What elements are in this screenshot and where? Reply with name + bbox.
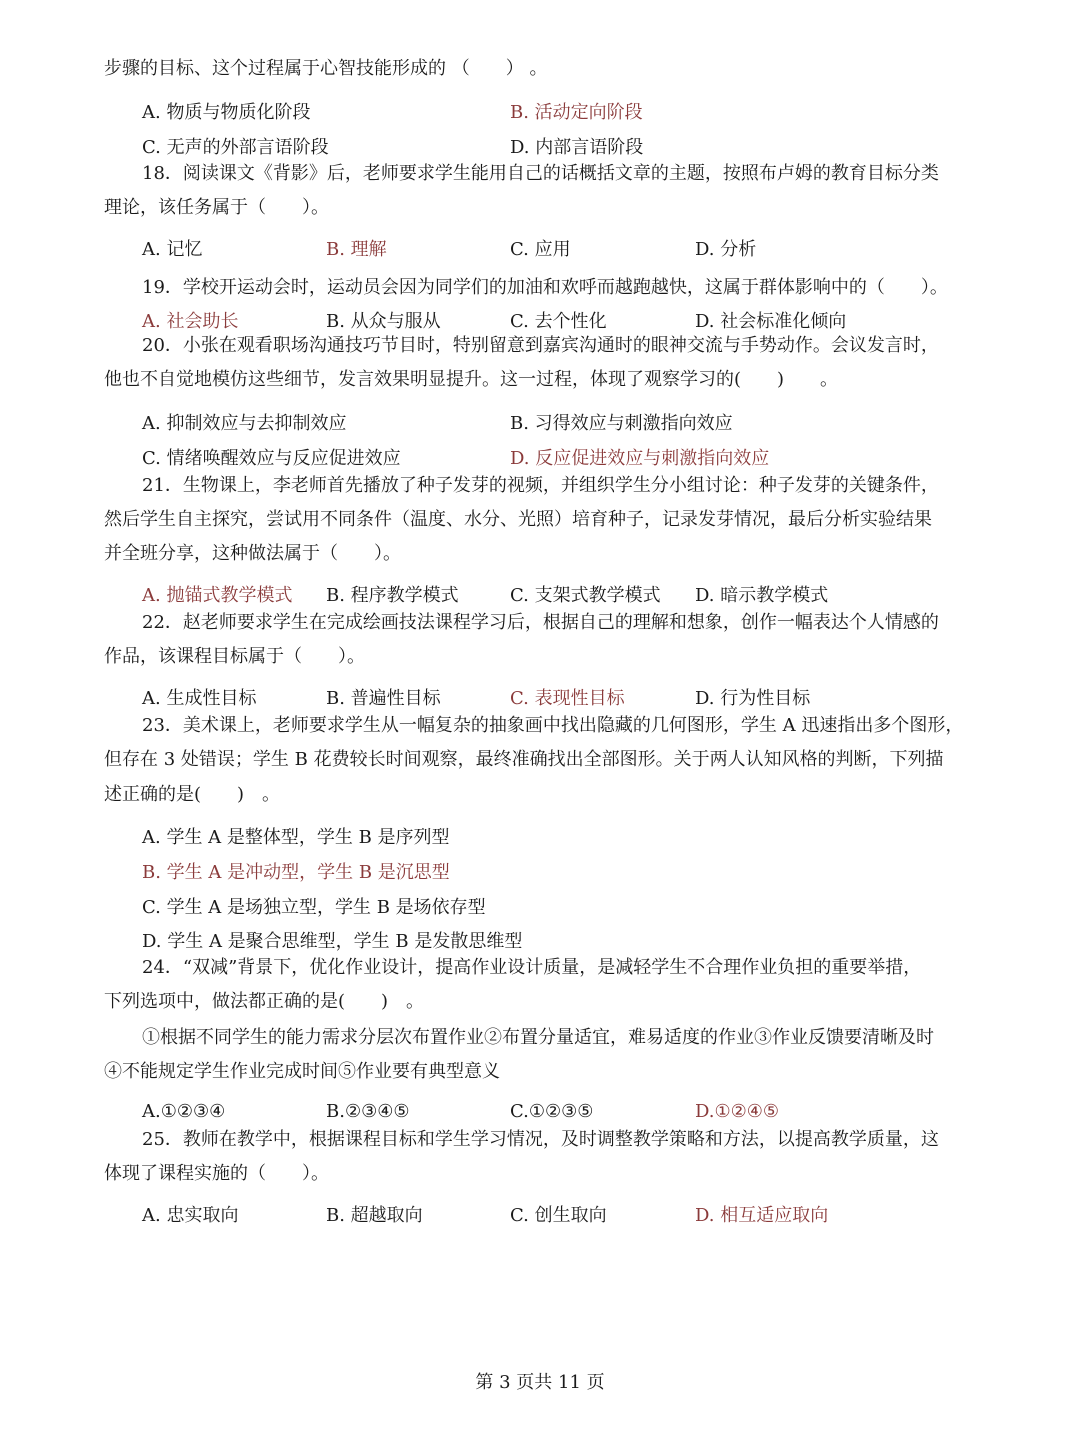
option: C. 去个性化 [510, 311, 607, 332]
question-text: 25．教师在教学中，根据课程目标和学生学习情况，及时调整教学策略和方法，以提高教学质量，这 [142, 1129, 939, 1150]
option-answer: C. 表现性目标 [510, 688, 625, 709]
option: B. 普遍性目标 [326, 688, 441, 709]
question-text: 他也不自觉地模仿这些细节，发言效果明显提升。这一过程，体现了观察学习的( ) 。 [104, 369, 839, 390]
option-answer: D.①②④⑤ [695, 1101, 780, 1122]
option: C. 学生 A 是场独立型，学生 B 是场依存型 [142, 897, 486, 918]
question-text: 24．“双减”背景下，优化作业设计，提高作业设计质量，是减轻学生不合理作业负担的重要举措， [142, 957, 922, 978]
option: B.②③④⑤ [326, 1101, 410, 1122]
question-text: 19．学校开运动会时，运动员会因为同学们的加油和欢呼而越跑越快，这属于群体影响中的（ ）。 [142, 277, 948, 298]
question-text: 下列选项中，做法都正确的是( ) 。 [104, 991, 425, 1012]
question-text: 作品，该课程目标属于（ ）。 [104, 646, 365, 667]
question-text: 21．生物课上，李老师首先播放了种子发芽的视频，并组织学生分小组讨论：种子发芽的关键条件， [142, 475, 939, 496]
option: B. 程序教学模式 [326, 585, 459, 606]
option: A. 记忆 [142, 239, 203, 260]
question-text: 然后学生自主探究，尝试用不同条件（温度、水分、光照）培育种子，记录发芽情况，最后分析实验结果 [104, 509, 932, 530]
option-answer: A. 抛锚式教学模式 [142, 585, 293, 606]
option: C. 创生取向 [510, 1205, 607, 1226]
option: B. 习得效应与刺激指向效应 [510, 413, 733, 434]
option: B. 超越取向 [326, 1205, 423, 1226]
option-answer: B. 理解 [326, 239, 387, 260]
option: C. 情绪唤醒效应与反应促进效应 [142, 448, 401, 469]
option: D. 暗示教学模式 [695, 585, 829, 606]
option-answer: A. 社会助长 [142, 311, 239, 332]
question-text: 步骤的目标、这个过程属于心智技能形成的 （ ） 。 [104, 58, 548, 79]
option: C. 应用 [510, 239, 571, 260]
option: A. 抑制效应与去抑制效应 [142, 413, 347, 434]
option-answer: D. 相互适应取向 [695, 1205, 829, 1226]
option-answer: B. 学生 A 是冲动型，学生 B 是沉思型 [142, 862, 450, 883]
option: A. 物质与物质化阶段 [142, 102, 311, 123]
option: C.①②③⑤ [510, 1101, 594, 1122]
question-text: 但存在 3 处错误；学生 B 花费较长时间观察，最终准确找出全部图形。关于两人认知风格的判断，下列描 [104, 749, 944, 770]
page-number: 第 3 页共 11 页 [475, 1372, 605, 1393]
option: C. 支架式教学模式 [510, 585, 661, 606]
question-text: ①根据不同学生的能力需求分层次布置作业②布置分量适宜，难易适度的作业③作业反馈要清晰及时 [142, 1027, 934, 1048]
question-text: 18．阅读课文《背影》后，老师要求学生能用自己的话概括文章的主题，按照布卢姆的教育目标分类 [142, 163, 939, 184]
option: C. 无声的外部言语阶段 [142, 137, 329, 158]
option-answer: B. 活动定向阶段 [510, 102, 643, 123]
option: D. 分析 [695, 239, 757, 260]
question-text: 体现了课程实施的（ ）。 [104, 1163, 329, 1184]
option: A. 学生 A 是整体型，学生 B 是序列型 [142, 827, 450, 848]
question-text: ④不能规定学生作业完成时间⑤作业要有典型意义 [104, 1061, 500, 1082]
option: D. 社会标准化倾向 [695, 311, 847, 332]
question-text: 并全班分享，这种做法属于（ ）。 [104, 543, 401, 564]
option: D. 行为性目标 [695, 688, 811, 709]
question-text: 理论，该任务属于（ ）。 [104, 197, 329, 218]
option-answer: D. 反应促进效应与刺激指向效应 [510, 448, 770, 469]
question-text: 述正确的是( ) 。 [104, 784, 281, 805]
option: A. 生成性目标 [142, 688, 257, 709]
question-text: 20．小张在观看职场沟通技巧节目时，特别留意到嘉宾沟通时的眼神交流与手势动作。会议发言时， [142, 335, 939, 356]
option: A. 忠实取向 [142, 1205, 239, 1226]
option: D. 学生 A 是聚合思维型，学生 B 是发散思维型 [142, 931, 523, 952]
option: D. 内部言语阶段 [510, 137, 644, 158]
option: B. 从众与服从 [326, 311, 441, 332]
question-text: 22．赵老师要求学生在完成绘画技法课程学习后，根据自己的理解和想象，创作一幅表达个人情感的 [142, 612, 939, 633]
question-text: 23．美术课上，老师要求学生从一幅复杂的抽象画中找出隐藏的几何图形，学生 A 迅速指出多个图形， [142, 715, 964, 736]
option: A.①②③④ [142, 1101, 226, 1122]
